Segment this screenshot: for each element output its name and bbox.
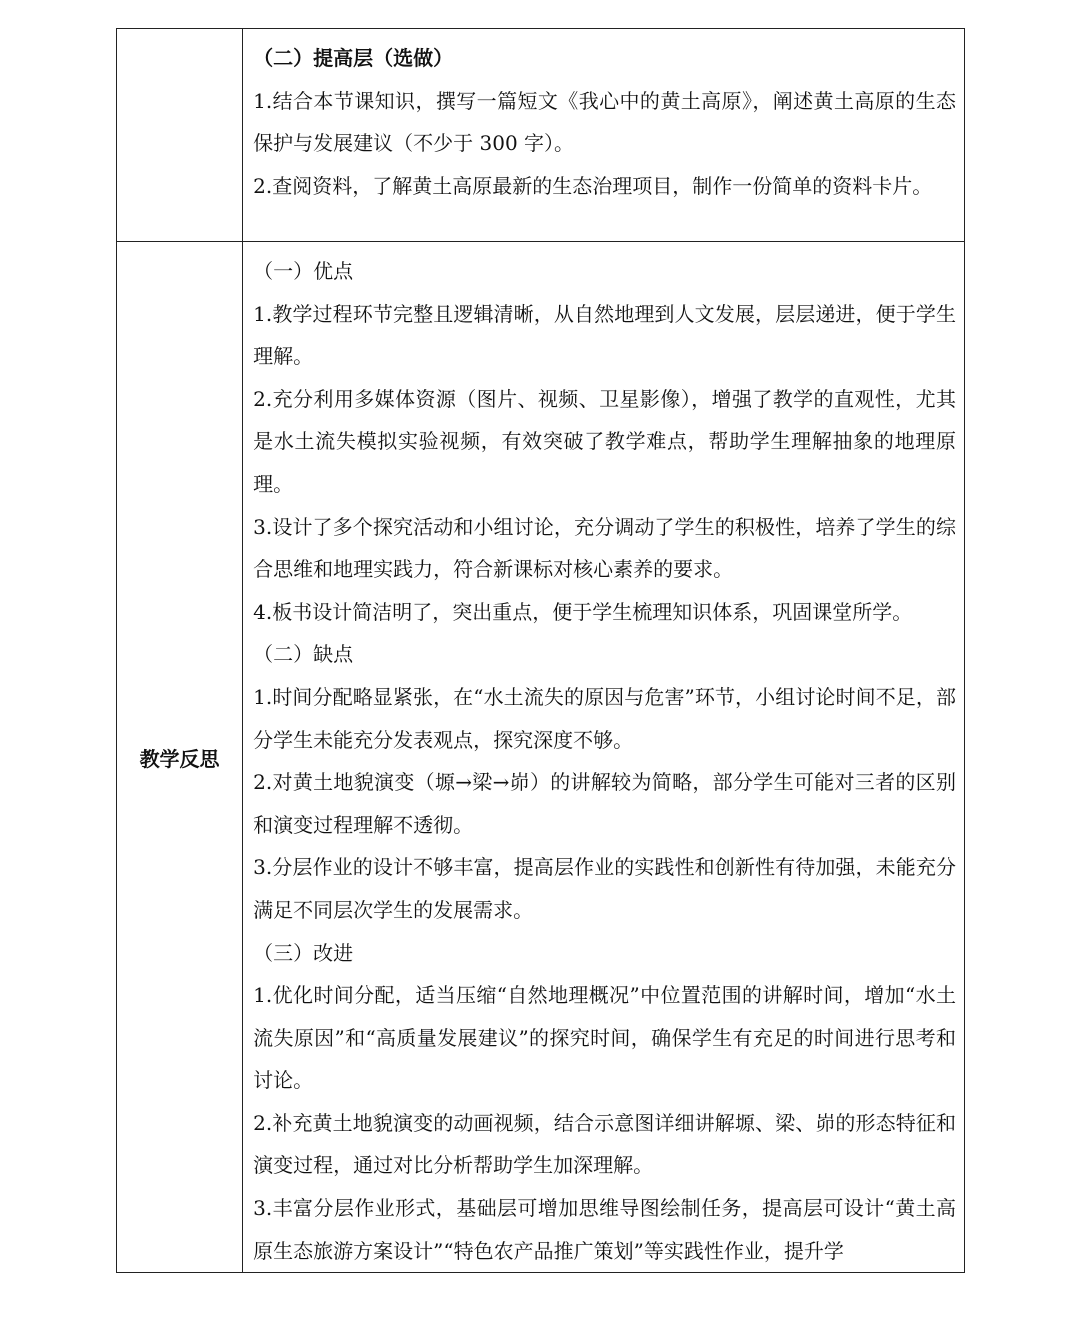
section-heading-improvements: （三）改进 [253, 940, 354, 965]
weakness-item-3: 3.分层作业的设计不够丰富，提高层作业的实践性和创新性有待加强，未能充分满足不同层次学生的发展需求。 [253, 855, 956, 922]
strength-item-4: 4.板书设计简洁明了，突出重点，便于学生梳理知识体系，巩固课堂所学。 [253, 599, 913, 624]
homework-item-2: 2.查阅资料，了解黄土高原最新的生态治理项目，制作一份简单的资料卡片。 [253, 173, 933, 198]
table-row-homework [117, 29, 965, 242]
section-heading-strengths: （一）优点 [253, 259, 354, 283]
weakness-item-2: 2.对黄土地貌演变（塬→梁→峁）的讲解较为简略，部分学生可能对三者的区别和演变过程理解不透彻。 [253, 770, 956, 837]
section-heading-weaknesses: （二）缺点 [253, 642, 354, 667]
strength-item-1: 1.教学过程环节完整且逻辑清晰，从自然地理到人文发展，层层递进，便于学生理解。 [253, 301, 956, 369]
strength-item-2: 2.充分利用多媒体资源（图片、视频、卫星影像），增强了教学的直观性，尤其是水土流失模拟实验视频，有效突破了教学难点，帮助学生理解抽象的地理原理。 [253, 386, 956, 496]
strength-item-3: 3.设计了多个探究活动和小组讨论，充分调动了学生的积极性，培养了学生的综合思维和地理实践力，符合新课标对核心素养的要求。 [253, 514, 956, 582]
improvement-item-3: 3.丰富分层作业形式，基础层可增加思维导图绘制任务，提高层可设计“黄土高原生态旅游方案设计”“特色农产品推广策划”等实践性作业，提升学 [253, 1196, 956, 1263]
weakness-item-1: 1.时间分配略显紧张，在“水土流失的原因与危害”环节，小组讨论时间不足，部分学生未能充分发表观点，探究深度不够。 [253, 684, 956, 752]
content-cell-homework [243, 29, 965, 242]
row-label-reflection: 教学反思 [117, 242, 243, 1273]
label-cell-empty [117, 29, 243, 242]
homework-item-1: 1.结合本节课知识，撰写一篇短文《我心中的黄土高原》，阐述黄土高原的生态保护与发展建议（不少于 300 字）。 [253, 88, 956, 156]
lesson-plan-table [116, 28, 965, 1273]
section-heading-advanced: （二）提高层（选做） [253, 46, 454, 70]
table-row-reflection [117, 242, 965, 1273]
improvement-item-1: 1.优化时间分配，适当压缩“自然地理概况”中位置范围的讲解时间，增加“水土流失原因”和“高质量发展建议”的探究时间，确保学生有充足的时间进行思考和讨论。 [253, 983, 956, 1093]
improvement-item-2: 2.补充黄土地貌演变的动画视频，结合示意图详细讲解塬、梁、峁的形态特征和演变过程，通过对比分析帮助学生加深理解。 [253, 1110, 956, 1178]
content-cell-reflection [243, 242, 965, 1273]
